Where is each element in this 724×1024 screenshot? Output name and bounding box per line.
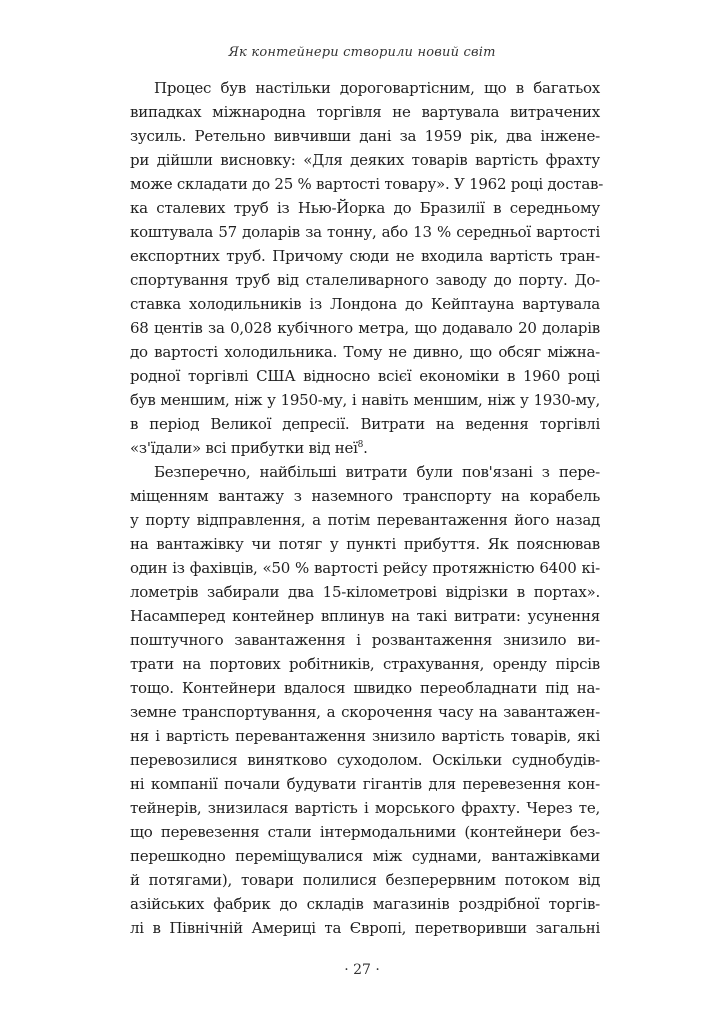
text-line: тощо. Контейнери вдалося швидко переобладнати під на- [130, 679, 600, 697]
text-line: ні компанії почали будувати гігантів для перевезення кон- [130, 775, 600, 793]
text-line: зусиль. Ретельно вивчивши дані за 1959 рік, два інжене- [130, 127, 600, 145]
text-line: випадках міжнародна торгівля не вартувала витрачених [130, 103, 600, 121]
text-line: до вартості холодильника. Тому не дивно, що обсяг міжна- [130, 343, 600, 361]
text-line: азійських фабрик до складів магазинів роздрібної торгів- [130, 895, 600, 913]
text-line: Безперечно, найбільші витрати були пов'язані з пере- [154, 463, 600, 481]
body-text [130, 76, 604, 940]
text-line: Процес був настільки дороговартісним, що в багатьох [154, 79, 600, 97]
text-line: ка сталевих труб із Нью-Йорка до Бразилії в середньому [130, 199, 600, 217]
text-line: лі в Північній Америці та Європі, перетворивши загальні [130, 919, 600, 937]
footnote-reference[interactable]: 8 [357, 440, 364, 450]
text-line: «з'їдали» всі прибутки від неї [130, 439, 358, 457]
text-line: тейнерів, знизилася вартість і морського фрахту. Через те, [130, 799, 600, 817]
text-line: ставка холодильників із Лондона до Кейптауна вартувала [130, 295, 600, 313]
text-line: може складати до 25 % вартості товару». У 1962 році достав- [130, 175, 604, 193]
text-line-last: «з'їдали» всі прибутки від неї$^8$. [130, 439, 368, 457]
text-line: ри дійшли висновку: «Для деяких товарів вартість фрахту [130, 151, 600, 169]
paragraph-2 [130, 460, 600, 940]
text-line: земне транспортування, а скорочення часу на завантажен- [130, 703, 600, 721]
text-line: перевозилися винятково суходолом. Оскільки суднобудів- [130, 751, 600, 769]
text-line: й потягами), товари полилися безперервним потоком від [130, 871, 600, 889]
text-line: спортування труб від сталеливарного заводу до порту. До- [130, 271, 600, 289]
text-line: поштучного завантаження і розвантаження знизило ви- [130, 631, 600, 649]
text-line: в період Великої депресії. Витрати на ведення торгівлі [130, 415, 600, 433]
text-line: лометрів забирали два 15-кілометрові відрізки в портах». [130, 583, 600, 601]
paragraph-1 [130, 76, 604, 460]
text-line: експортних труб. Причому сюди не входила вартість тран- [130, 247, 600, 265]
text-line: був меншим, ніж у 1950-му, і навіть меншим, ніж у 1930-му, [130, 391, 600, 409]
text-line: на вантажівку чи потяг у пункті прибуття. Як пояснював [130, 535, 600, 553]
text-line: міщенням вантажу з наземного транспорту на корабель [130, 487, 600, 505]
running-header: Як контейнери створили новий світ [228, 45, 496, 60]
text-line: 68 центів за 0,028 кубічного метра, що додавало 20 доларів [130, 319, 600, 337]
page-number: · 27 · [344, 962, 380, 978]
text-line: коштувала 57 доларів за тонну, або 13 % середньої вартості [130, 223, 600, 241]
text-line: трати на портових робітників, страхування, оренду пірсів [130, 655, 600, 673]
text-line: ня і вартість перевантаження знизило вартість товарів, які [130, 727, 600, 745]
text-line: родної торгівлі США відносно всієї економіки в 1960 році [130, 367, 600, 385]
text-line: Насамперед контейнер вплинув на такі витрати: усунення [130, 607, 600, 625]
text-line: один із фахівців, «50 % вартості рейсу протяжністю 6400 кі- [130, 559, 600, 577]
text-line: у порту відправлення, а потім перевантаження його назад [130, 511, 600, 529]
text-line: перешкодно переміщувалися між суднами, вантажівками [130, 847, 600, 865]
text-line: що перевезення стали інтермодальними (контейнери без- [130, 823, 600, 841]
